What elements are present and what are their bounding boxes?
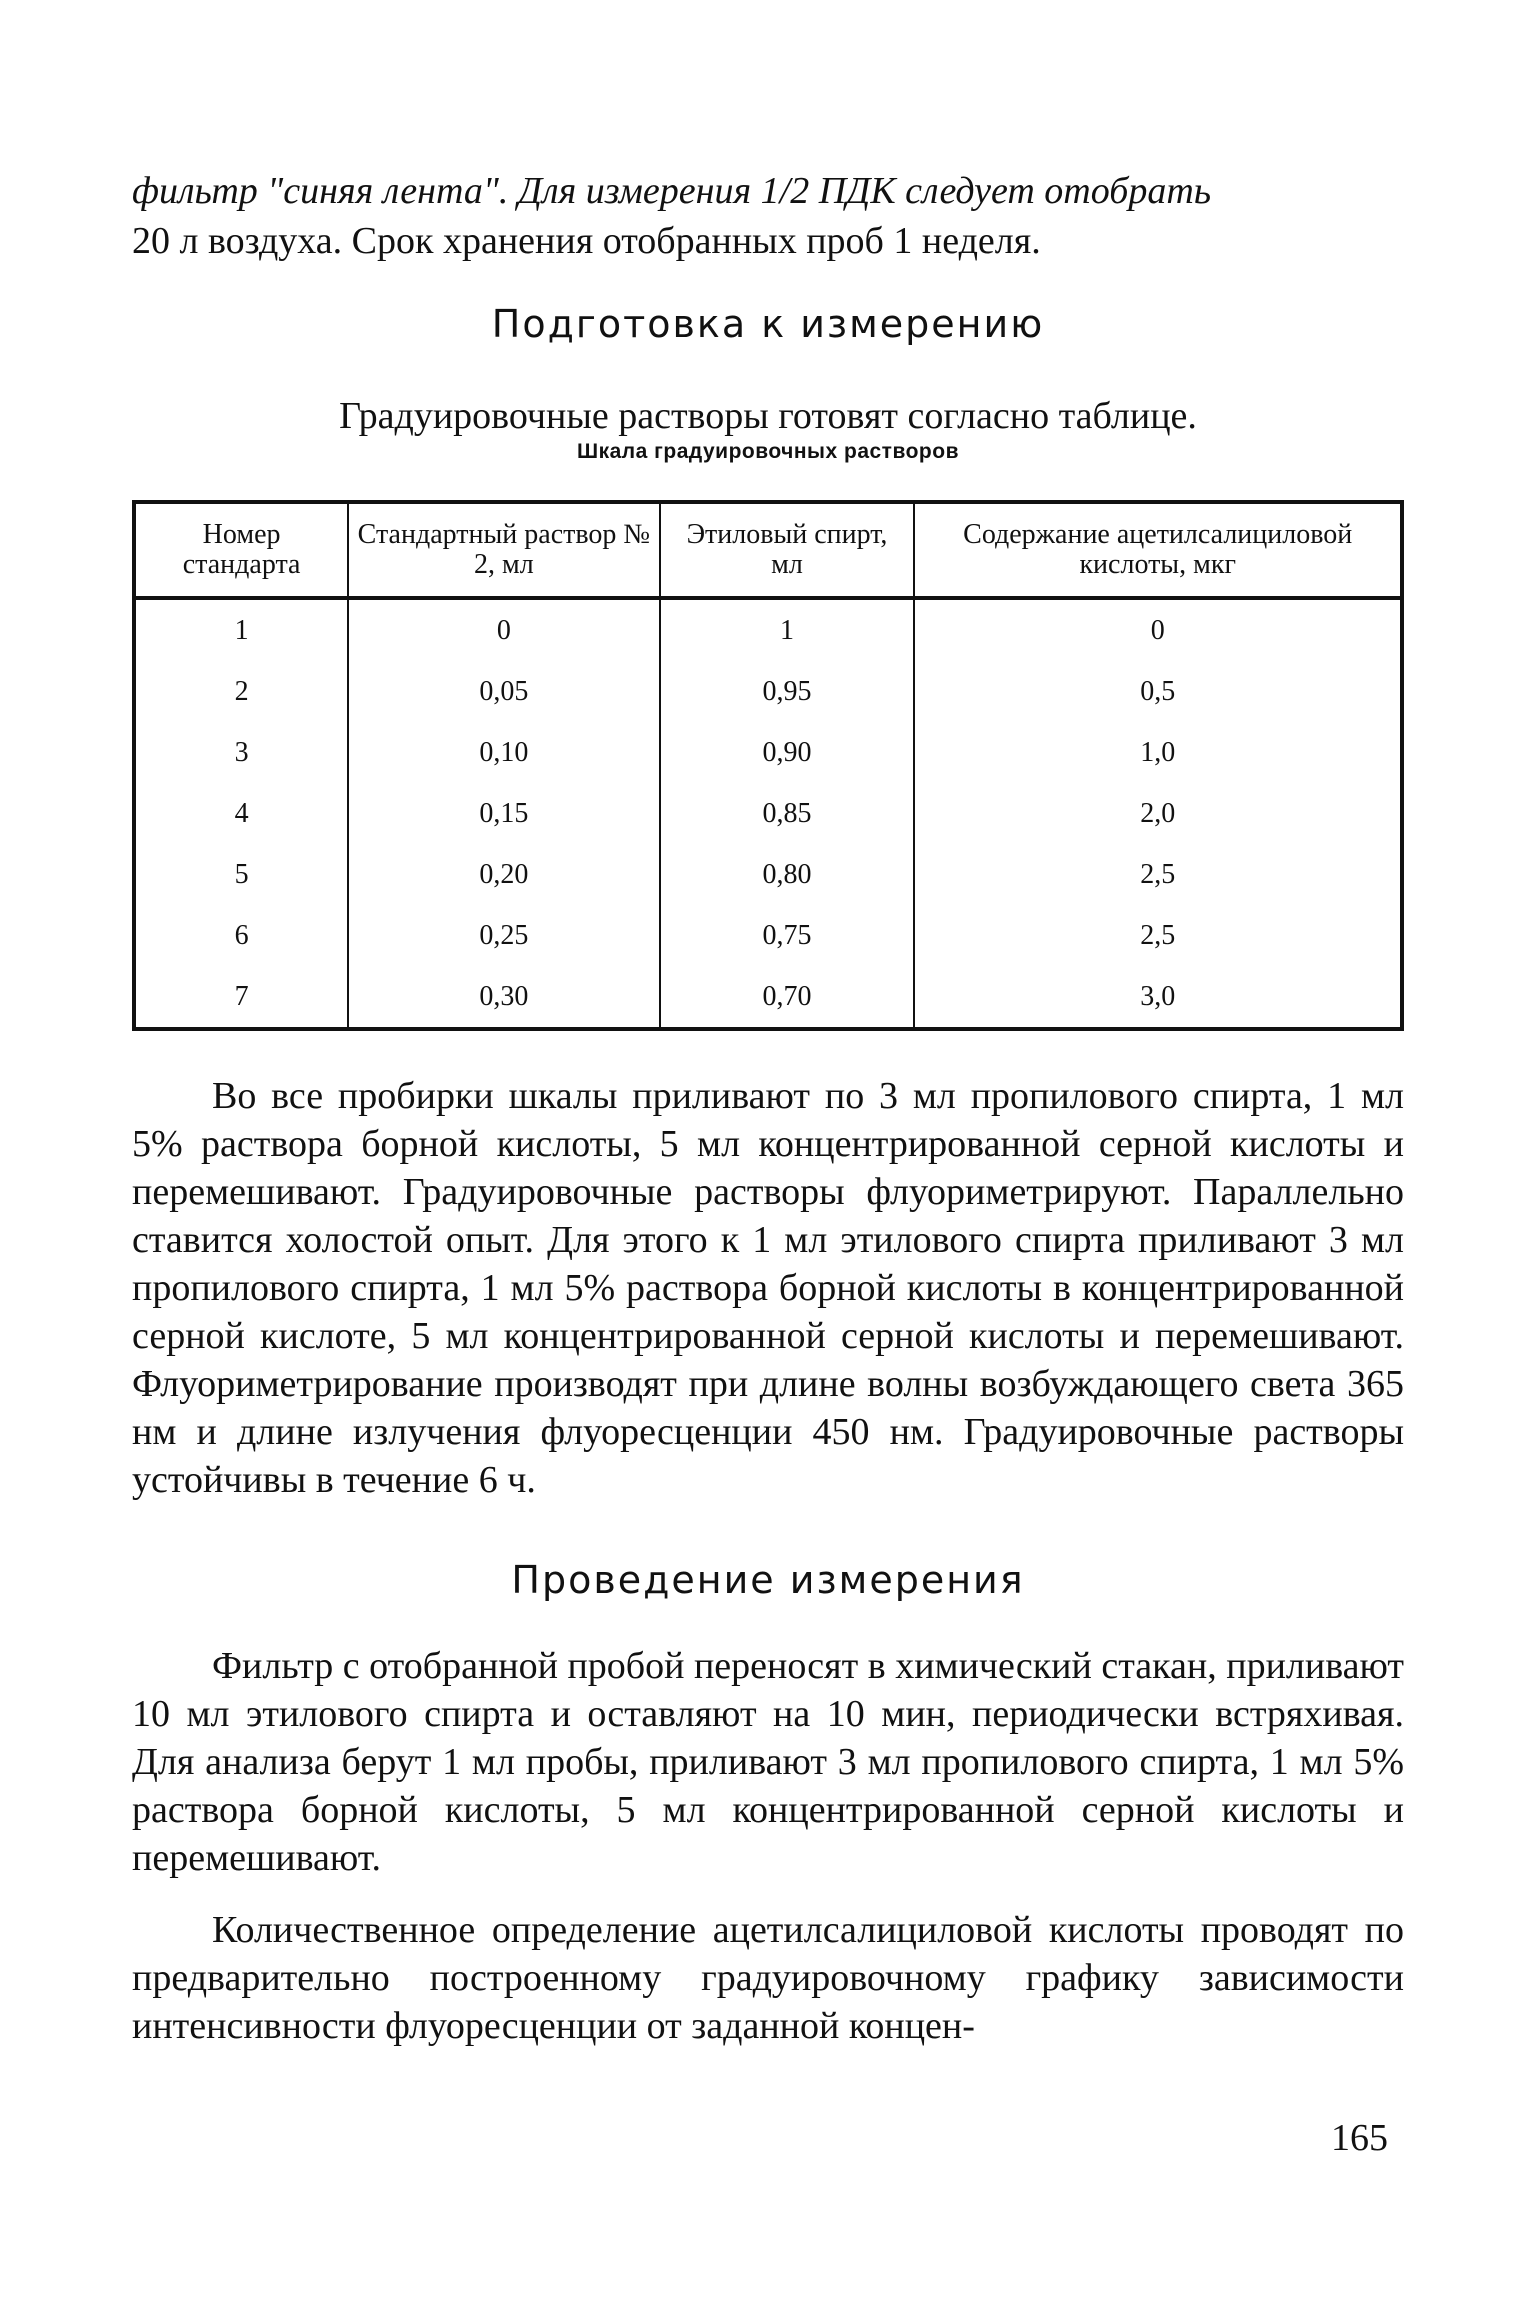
cell-solution: 0,25 [348, 905, 659, 966]
cell-number: 5 [134, 844, 348, 905]
table-header-row [134, 502, 1402, 598]
intro-plain: 20 л воздуха. Срок хранения отобранных проб 1 неделя. [132, 220, 1041, 262]
cell-alcohol: 1 [660, 598, 915, 661]
paragraph-quantitative: Количественное определение ацетилсалициловой кислоты проводят по предварительно построенному градуировочному графику зависимости интенсивности флуоресценции от заданной концен- [132, 1909, 1404, 2047]
cell-solution: 0,15 [348, 783, 659, 844]
lead-text: Градуиро⁠⁠вочные растворы готовят согласно таблице. [339, 395, 1197, 437]
paragraph-measurement: Фильтр с отобранной пробой переносят в химический стакан, приливают 10 мл этилового спирта и оставляют на 10 мин, периодически встряхивая. Для анализа берут 1 мл пробы, приливают 3 мл пропилового спирта, 1 мл 5% раствора борной кислоты, 5 мл концентрированной серной кислоты и перемешивают. [132, 1645, 1405, 1879]
table-row [134, 966, 1402, 1029]
table-row [134, 905, 1402, 966]
table-row [134, 783, 1402, 844]
cell-alcohol: 0,80 [660, 844, 915, 905]
cell-solution: 0,05 [348, 661, 659, 722]
calibration-table [132, 500, 1404, 1031]
cell-solution: 0 [348, 598, 659, 661]
cell-alcohol: 0,95 [660, 661, 915, 722]
cell-number: 1 [134, 598, 348, 661]
cell-solution: 0,20 [348, 844, 659, 905]
section-title-measurement: Проведение измерения [511, 1558, 1025, 1602]
header-standard-number: Номер стандарта [134, 502, 348, 598]
cell-number: 3 [134, 722, 348, 783]
cell-solution: 0,30 [348, 966, 659, 1029]
cell-content: 0 [914, 598, 1402, 661]
cell-solution: 0,10 [348, 722, 659, 783]
paragraph-calibration-procedure: Во все пробирки шкалы приливают по 3 мл пропилового спирта, 1 мл 5% раствора борной кислоты, 5 мл концентрированной серной кислоты и перемешивают. Градуировочные растворы флуориметрируют. Параллельно ставится холостой опыт. Для этого к 1 мл этилового спирта приливают 3 мл пропилового спирта, 1 мл 5% раствора борной кислоты в концентрированной серной кислоте, 5 мл концентрированной серной кислоты и перемешивают. Флуориметрирование производят при длине волны возбуждающего света 365 нм и длине излучения флуоресценции 450 нм. Градуировочные растворы устойчивы в течение 6 ч. [132, 1075, 1404, 1501]
cell-content: 2,0 [914, 783, 1402, 844]
cell-content: 2,5 [914, 905, 1402, 966]
section-title-preparation: Подготовка к измерению [491, 302, 1045, 346]
header-acid-content: Содержание ацетилсалициловой кислоты, мкг [914, 502, 1402, 598]
intro-text [132, 166, 1404, 266]
table-row [134, 722, 1402, 783]
table-row [134, 598, 1402, 661]
cell-content: 2,5 [914, 844, 1402, 905]
table-caption: Шкала градуировочных растворов [577, 440, 959, 463]
header-ethyl-alcohol: Этиловый спирт, мл [660, 502, 915, 598]
table-row [134, 661, 1402, 722]
cell-content: 3,0 [914, 966, 1402, 1029]
header-standard-solution: Стандартный раствор № 2, мл [348, 502, 659, 598]
table-row [134, 844, 1402, 905]
cell-number: 7 [134, 966, 348, 1029]
page-number: 165 [1331, 2117, 1388, 2159]
intro-italic: фильтр "синяя лента". Для измерения 1/2 ПДК следует отобрать [132, 170, 1212, 212]
cell-number: 6 [134, 905, 348, 966]
cell-content: 1,0 [914, 722, 1402, 783]
cell-alcohol: 0,75 [660, 905, 915, 966]
cell-alcohol: 0,90 [660, 722, 915, 783]
cell-number: 2 [134, 661, 348, 722]
cell-number: 4 [134, 783, 348, 844]
cell-content: 0,5 [914, 661, 1402, 722]
cell-alcohol: 0,85 [660, 783, 915, 844]
cell-alcohol: 0,70 [660, 966, 915, 1029]
